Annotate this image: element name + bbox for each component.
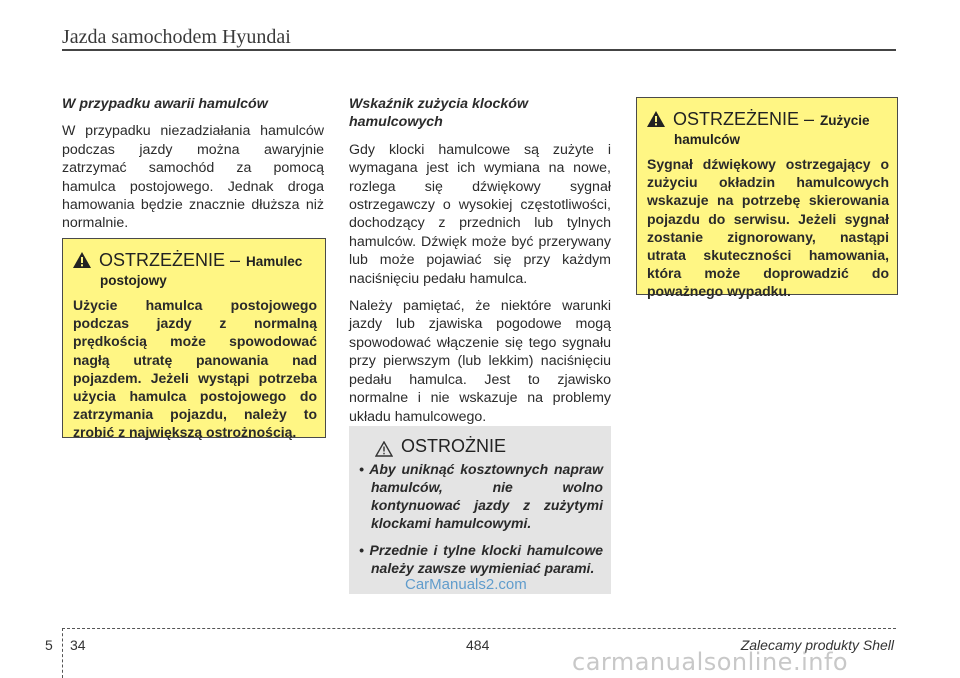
footer-shell-text: Zalecamy produkty Shell bbox=[740, 637, 894, 653]
wear-indicator-paragraph-2: Należy pamiętać, że niektóre warunki jazdy lub zjawiska pogodowe mogą spowodować włączenie się tego sygnału przy pierwszym (lub lekkim) naciśnięciu pedału hamulca. Jest to zjawisko normalne i nie wskazuje na problemy układu hamulcowego. bbox=[349, 298, 611, 425]
warning-title: OSTRZEŻENIE – bbox=[673, 109, 815, 129]
footer-vertical-divider bbox=[62, 628, 63, 678]
warning-body: Sygnał dźwiękowy ostrzegający o zużyciu okładzin hamulcowych wskazuje na potrzebę skierowania pojazdu do serwisu. Jeżeli sygnał zostanie zignorowany, nastąpi utrata skuteczności hamowania, która może doprowadzić do poważnego wypadku. bbox=[647, 156, 889, 300]
footer-page-number: 34 bbox=[70, 637, 86, 653]
caution-box bbox=[349, 426, 611, 594]
warning-title-row bbox=[647, 109, 889, 130]
caution-list bbox=[357, 460, 603, 586]
warning-title-row bbox=[73, 250, 317, 271]
caution-triangle-icon bbox=[375, 441, 393, 457]
watermark-carmanualsonline[interactable]: carmanualsonline.info bbox=[572, 648, 849, 676]
caution-item: • Aby uniknąć kosztownych napraw hamulców, nie wolno kontynuować jazdy z zużytymi klockami hamulcowymi. bbox=[359, 461, 603, 531]
brake-failure-paragraph: W przypadku niezadziałania hamulców podczas jazdy można awaryjnie zatrzymać samochód za pomocą hamulca postojowego. Jednak droga hamowania będzie znacznie dłuższa niż normalnie. bbox=[62, 123, 324, 232]
warning-title: OSTRZEŻENIE – bbox=[99, 250, 241, 270]
footer-center-number: 484 bbox=[466, 637, 490, 653]
caution-item: • Przednie i tylne klocki hamulcowe należy zawsze wymieniać parami. bbox=[359, 542, 603, 576]
parking-brake-warning-box bbox=[62, 238, 326, 441]
warning-triangle-icon bbox=[647, 111, 665, 127]
warning-subtitle: hamulców bbox=[674, 132, 741, 147]
header-divider bbox=[62, 49, 896, 51]
watermark-carmanuals2[interactable]: CarManuals2.com bbox=[405, 576, 527, 593]
footer-divider bbox=[62, 628, 896, 629]
footer-section-number: 5 bbox=[45, 637, 53, 653]
warning-title-topic: Hamulec bbox=[246, 254, 303, 269]
brake-wear-warning-box bbox=[636, 97, 898, 300]
warning-subtitle: postojowy bbox=[100, 273, 167, 288]
left-column bbox=[62, 95, 324, 242]
warning-triangle-icon bbox=[73, 252, 91, 268]
brake-failure-heading: W przypadku awarii hamulców bbox=[62, 96, 268, 112]
wear-indicator-paragraph-1: Gdy klocki hamulcowe są zużyte i wymagana jest ich wymiana na nowe, rozlega się dźwiękowy sygnał ostrzegawczy o wysokiej częstotliwości, dochodzący z przednich lub tylnych hamulców. Dźwięk może być przerywany lub może pojawiać się przy każdym naciśnięciu pedału hamulca. bbox=[349, 141, 611, 287]
warning-title-topic: Zużycie bbox=[820, 113, 870, 128]
wear-indicator-heading: Wskaźnik zużycia klocków hamulcowych bbox=[349, 96, 528, 131]
caution-title-row bbox=[375, 436, 506, 457]
middle-column bbox=[349, 95, 611, 435]
caution-title: OSTROŻNIE bbox=[401, 436, 507, 456]
page-header-title: Jazda samochodem Hyundai bbox=[62, 26, 291, 48]
warning-body: Użycie hamulca postojowego podczas jazdy z normalną prędkością może spowodować nagłą utratę panowania nad pojazdem. Jeżeli wystąpi potrzeba użycia hamulca postojowego do zatrzymania pojazdu, należy to zrobić z największą ostrożnością. bbox=[73, 297, 317, 441]
